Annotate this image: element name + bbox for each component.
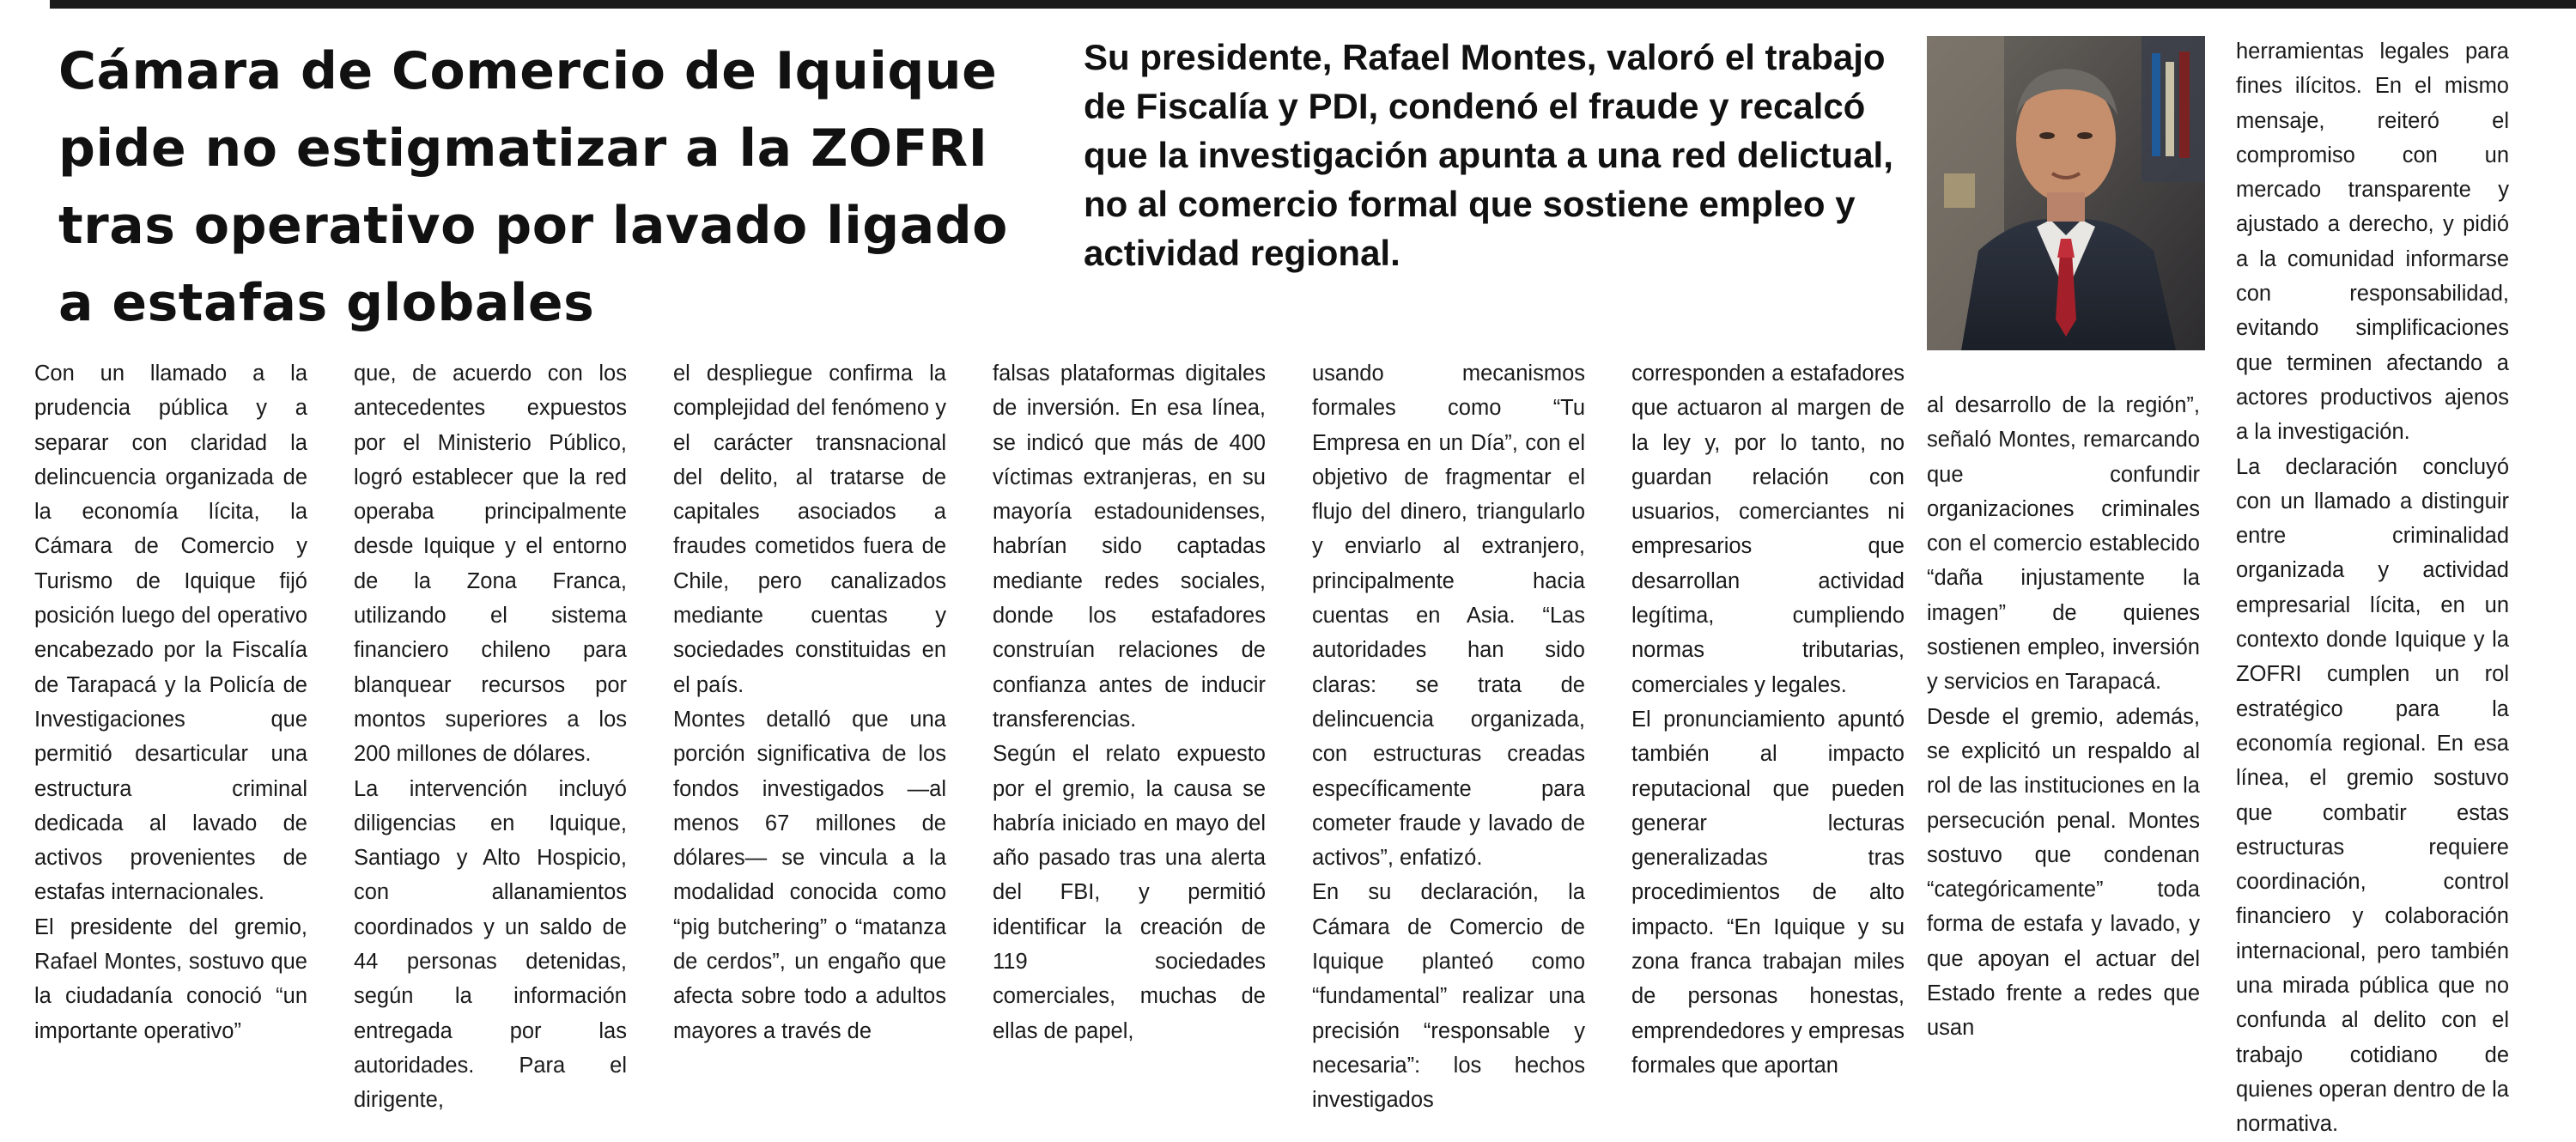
paragraph: Según el relato expuesto por el gremio, la causa se habría iniciado en mayo del año pasado tras una alerta del FBI, y permitió identificar la creación de 119 sociedades comerciales, muchas de ellas de papel, xyxy=(993,742,1266,1043)
paragraph: falsas plataformas digitales de inversión. En esa línea, se indicó que más de 400 víctimas extranjeras, en su mayoría estadounidenses, habrían sido captadas mediante redes sociales, donde los estafadores construían relaciones de confianza antes de inducir transferencias. xyxy=(993,361,1266,732)
paragraph: usando mecanismos formales como “Tu Empresa en un Día”, con el objetivo de fragmentar el flujo del dinero, triangularlo y enviarlo al extranjero, principalmente hacia cuentas en Asia. “Las autoridades han sido claras: se trata de delincuencia organizada, con estructuras creadas específicamente para cometer fraude y lavado de activos”, enfatizó. xyxy=(1312,361,1585,871)
paragraph: Montes detalló que una porción significativa de los fondos investigados —al menos 67 millones de dólares— se vincula a la modalidad conocida como “pig butchering” o “matanza de cerdos”, un engaño que afecta sobre todo a adultos mayores a través de xyxy=(673,707,946,1043)
article-deck: Su presidente, Rafael Montes, valoró el trabajo de Fiscalía y PDI, condenó el fraude y recalcó que la investigación apunta a una red delictual, no al comercio formal que sostiene empleo y actividad regional. xyxy=(1084,37,1893,273)
paragraph: herramientas legales para fines ilícitos. En el mismo mensaje, reiteró el compromiso con un mercado transparente y ajustado a derecho, y pidió a la comunidad informarse con responsabilidad, evitando simplificaciones que terminen afectando a actores productivos ajenos a la investigación. xyxy=(2236,39,2509,445)
paragraph: La intervención incluyó diligencias en Iquique, Santiago y Alto Hospicio, con allanamientos coordinados y un saldo de 44 personas detenidas, según la información entregada por las autoridades. Para el dirigente, xyxy=(354,776,627,1113)
paragraph: que, de acuerdo con los antecedentes expuestos por el Ministerio Público, logró establecer que la red operaba principalmente desde Iquique y el entorno de la Zona Franca, utilizando el sistema financiero chileno para blanquear recursos por montos superiores a los 200 millones de dólares. xyxy=(354,361,627,767)
article-column-3 xyxy=(673,356,946,1048)
article-column-4 xyxy=(993,356,1266,1048)
article-column-5 xyxy=(1312,356,1585,1118)
paragraph: En su declaración, la Cámara de Comercio de Iquique planteó como “fundamental” realizar una precisión “responsable y necesaria”: los hechos investigados xyxy=(1312,880,1585,1113)
article-headline: Cámara de Comercio de Iquique pide no estigmatizar a la ZOFRI tras operativo por lavado ligado a estafas globales xyxy=(58,41,1008,333)
portrait-photo xyxy=(1927,36,2205,350)
article-column-6 xyxy=(1631,356,1905,1083)
paragraph: al desarrollo de la región”, señaló Montes, remarcando que confundir organizaciones criminales con el comercio establecido “daña injustamente la imagen” de quienes sostienen empleo, inversión y servicios en Tarapacá. xyxy=(1927,393,2200,695)
paragraph: el despliegue confirma la complejidad del fenómeno y el carácter transnacional del delito, al tratarse de capitales asociados a fraudes cometidos fuera de Chile, pero canalizados mediante cuentas y sociedades constituidas en el país. xyxy=(673,361,946,697)
paragraph: El pronunciamiento apuntó también al impacto reputacional que pueden generar lecturas generalizadas tras procedimientos de alto impacto. “En Iquique y su zona franca trabajan miles de personas honestas, emprendedores y empresas formales que aportan xyxy=(1631,707,1905,1078)
article-column-2 xyxy=(354,356,627,1118)
article-column-1 xyxy=(34,356,307,1048)
paragraph: Con un llamado a la prudencia pública y a separar con claridad la delincuencia organizada de la economía lícita, la Cámara de Comercio y Turismo de Iquique fijó posición luego del operativo encabezado por la Fiscalía de Tarapacá y la Policía de Investigaciones que permitió desarticular una estructura criminal dedicada al lavado de activos provenientes de estafas internacionales. xyxy=(34,361,307,905)
paragraph: Desde el gremio, además, se explicitó un respaldo al rol de las instituciones en la persecución penal. Montes sostuvo que condenan “categóricamente” toda forma de estafa y lavado, y que apoyan el actuar del Estado frente a redes que usan xyxy=(1927,704,2200,1041)
paragraph: El presidente del gremio, Rafael Montes, sostuvo que la ciudadanía conoció “un importante operativo” xyxy=(34,914,307,1043)
article-column-7 xyxy=(1927,388,2200,1046)
paragraph: corresponden a estafadores que actuaron al margen de la ley y, por lo tanto, no guardan relación con usuarios, comerciantes ni empresarios que desarrollan actividad legítima, cumpliendo normas tributarias, comerciales y legales. xyxy=(1631,361,1905,697)
paragraph: La declaración concluyó con un llamado a distinguir entre criminalidad organizada y actividad empresarial lícita, en un contexto donde Iquique y la ZOFRI cumplen un rol estratégico para la economía regional. En esa línea, el gremio sostuvo que combatir estas estructuras requiere coordinación, control financiero y colaboración internacional, pero también una mirada pública que no confunda al delito con el trabajo cotidiano de quienes operan dentro de la normativa. xyxy=(2236,454,2509,1137)
article-column-8 xyxy=(2236,34,2509,1142)
top-rule xyxy=(50,0,2576,9)
portrait-illustration xyxy=(1927,36,2205,350)
